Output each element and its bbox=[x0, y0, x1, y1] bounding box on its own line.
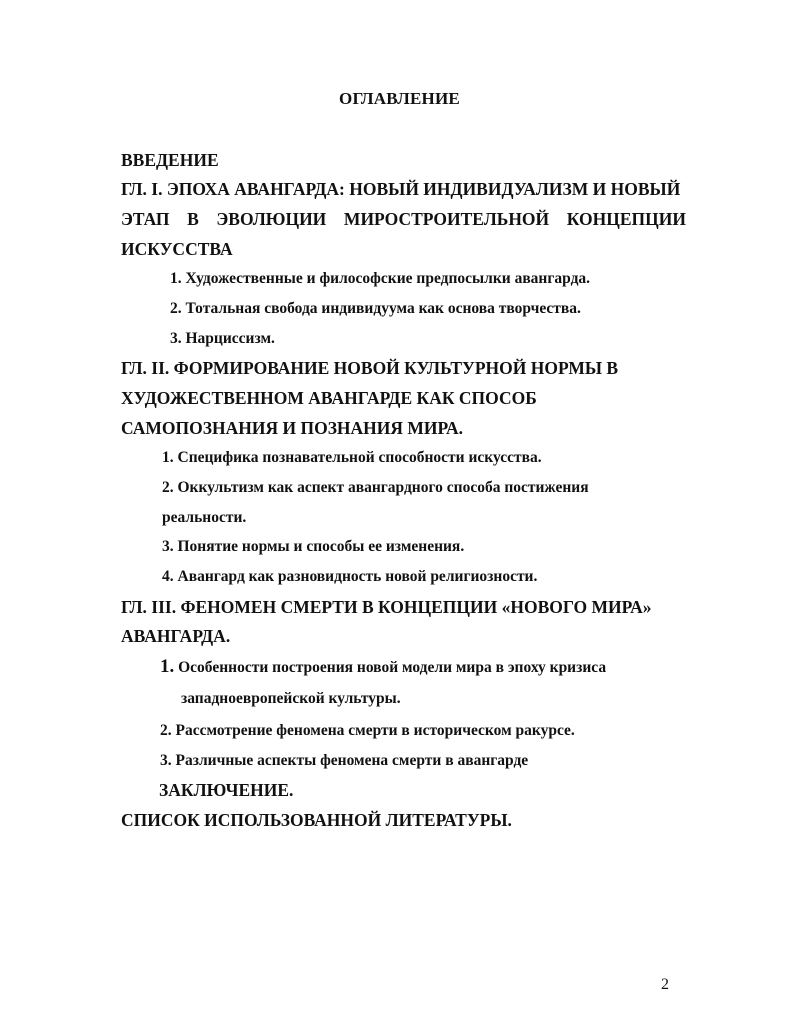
chapter2-heading-line1: ГЛ. II. ФОРМИРОВАНИЕ НОВОЙ КУЛЬТУРНОЙ НОРМЫ В bbox=[121, 358, 619, 378]
chapter3-item-2-number: 2. bbox=[160, 722, 172, 739]
chapter1-heading-line2: ЭТАП В ЭВОЛЮЦИИ МИРОСТРОИТЕЛЬНОЙ КОНЦЕПЦИИ bbox=[121, 209, 686, 229]
toc-introduction: ВВЕДЕНИЕ bbox=[121, 150, 219, 170]
chapter2-item-4: 4. Авангард как разновидность новой религиозности. bbox=[162, 568, 538, 585]
chapter2-heading-line3: САМОПОЗНАНИЯ И ПОЗНАНИЯ МИРА. bbox=[121, 418, 464, 438]
chapter2-item-1: 1. Специфика познавательной способности искусства. bbox=[162, 449, 542, 466]
toc-conclusion: ЗАКЛЮЧЕНИЕ. bbox=[159, 780, 294, 800]
chapter1-item-1 bbox=[170, 270, 590, 288]
chapter3-item-3-number: 3. bbox=[160, 752, 172, 769]
chapter1-heading-line1: ГЛ. I. ЭПОХА АВАНГАРДА: НОВЫЙ ИНДИВИДУАЛИЗМ И НОВЫЙ bbox=[121, 179, 681, 199]
chapter2-item-2: 2. Оккультизм как аспект авангардного способа постижения bbox=[162, 479, 589, 496]
chapter3-item-2 bbox=[160, 722, 575, 740]
chapter3-item-2-text: Рассмотрение феномена смерти в историческом ракурсе. bbox=[175, 722, 575, 739]
toc-bibliography: СПИСОК ИСПОЛЬЗОВАННОЙ ЛИТЕРАТУРЫ. bbox=[121, 810, 512, 830]
chapter3-heading-line2: АВАНГАРДА. bbox=[121, 626, 231, 646]
chapter1-item-2-text: Тотальная свобода индивидуума как основа творчества. bbox=[185, 300, 581, 317]
chapter2-item-2-continuation: реальности. bbox=[162, 509, 247, 526]
chapter2-item-3: 3. Понятие нормы и способы ее изменения. bbox=[162, 538, 465, 555]
chapter1-item-3-text: Нарциссизм. bbox=[185, 330, 275, 347]
page-number: 2 bbox=[661, 976, 669, 993]
chapter3-item-1 bbox=[160, 656, 606, 678]
chapter1-item-2 bbox=[170, 300, 581, 318]
chapter1-item-3 bbox=[170, 330, 275, 348]
chapter3-item-1-number: 1. bbox=[160, 656, 175, 677]
chapter3-item-3-text: Различные аспекты феномена смерти в авангарде bbox=[175, 752, 529, 769]
chapter1-heading-line3: ИСКУССТВА bbox=[121, 239, 233, 259]
toc-title: ОГЛАВЛЕНИЕ bbox=[339, 89, 460, 108]
chapter1-item-3-number: 3. bbox=[170, 330, 182, 347]
chapter1-item-1-number: 1. bbox=[170, 270, 182, 287]
chapter1-item-1-text: Художественные и философские предпосылки авангарда. bbox=[185, 270, 591, 287]
chapter3-item-3 bbox=[160, 752, 528, 770]
chapter1-item-2-number: 2. bbox=[170, 300, 182, 317]
chapter2-heading-line2: ХУДОЖЕСТВЕННОМ АВАНГАРДЕ КАК СПОСОБ bbox=[121, 388, 537, 408]
chapter3-item-1-continuation: западноевропейской культуры. bbox=[181, 690, 401, 707]
chapter3-heading-line1: ГЛ. III. ФЕНОМЕН СМЕРТИ В КОНЦЕПЦИИ «НОВОГО МИРА» bbox=[121, 597, 652, 617]
chapter3-item-1-text: Особенности построения новой модели мира в эпоху кризиса bbox=[178, 659, 607, 676]
